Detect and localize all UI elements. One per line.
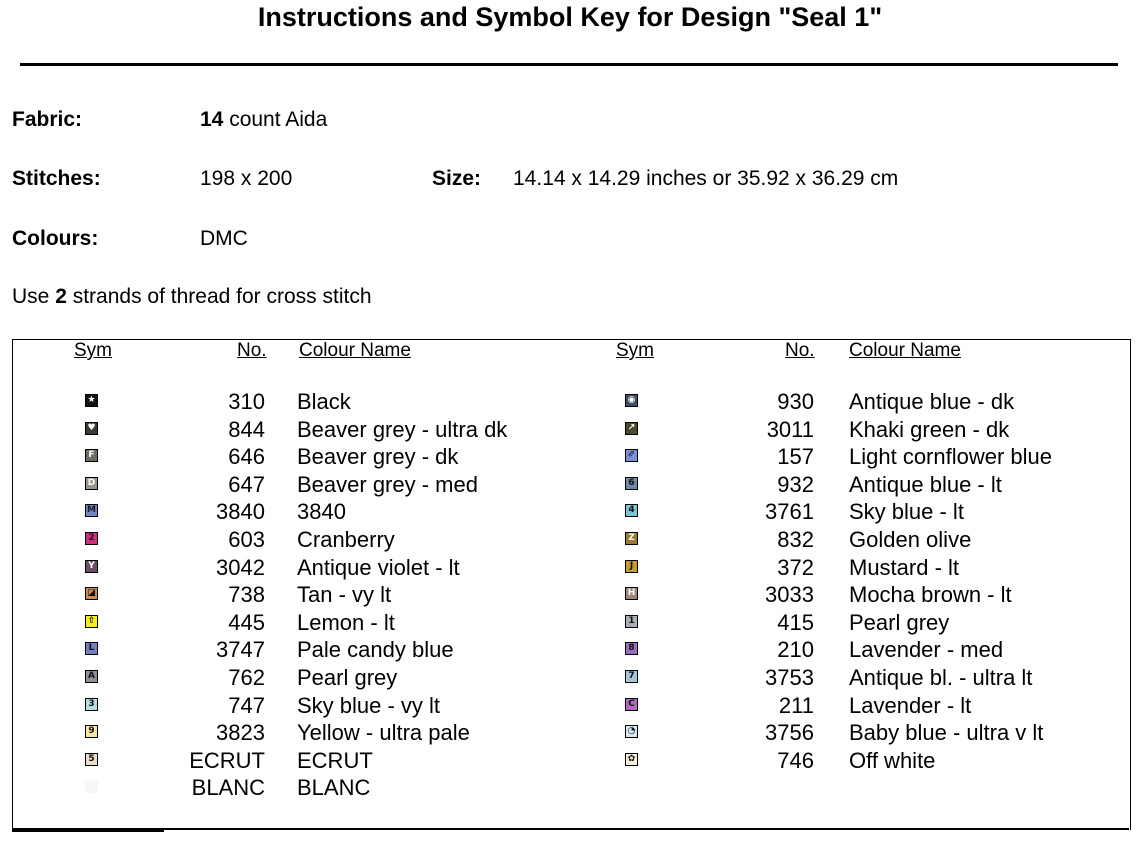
symbol-swatch: C bbox=[625, 698, 638, 711]
colour-name: Mocha brown - lt bbox=[849, 582, 1012, 608]
symbol-swatch: ◪ bbox=[85, 587, 98, 600]
key-row bbox=[0, 636, 1140, 664]
dmc-number: 762 bbox=[228, 665, 265, 690]
dmc-number: 646 bbox=[228, 444, 265, 470]
colour-name: Baby blue - ultra v lt bbox=[849, 720, 1044, 746]
colour-name: Off white bbox=[849, 747, 936, 773]
dmc-number: 844 bbox=[228, 416, 265, 442]
symbol-swatch: M bbox=[85, 504, 98, 517]
symbol-swatch: 1 bbox=[625, 615, 638, 628]
size-label: Size: bbox=[432, 167, 482, 190]
symbol-key-bottom-stub bbox=[12, 830, 164, 832]
strands-instruction bbox=[12, 285, 372, 309]
symbol-swatch: ↗ bbox=[625, 422, 638, 435]
symbol-swatch: Y bbox=[85, 560, 98, 573]
left-no-header: No. bbox=[237, 340, 267, 361]
left-name-header: Colour Name bbox=[299, 340, 411, 361]
symbol-swatch: ✐ bbox=[625, 449, 638, 462]
key-row bbox=[0, 388, 1140, 416]
key-row bbox=[0, 526, 1140, 554]
symbol-key-bottom-border bbox=[12, 828, 1129, 830]
dmc-number: 738 bbox=[228, 582, 265, 608]
symbol-swatch: 4 bbox=[625, 504, 638, 517]
right-name-header: Colour Name bbox=[849, 340, 961, 361]
colour-name: Antique violet - lt bbox=[297, 554, 460, 580]
strands-count: 2 bbox=[55, 285, 67, 308]
dmc-number: 210 bbox=[777, 637, 814, 663]
symbol-swatch: 5 bbox=[85, 753, 98, 766]
colour-name: Mustard - lt bbox=[849, 554, 960, 580]
symbol-swatch: D bbox=[85, 477, 98, 490]
colour-name: Cranberry bbox=[297, 527, 395, 552]
colour-name: Black bbox=[297, 389, 351, 414]
dmc-number: 3042 bbox=[216, 554, 265, 580]
dmc-number: 157 bbox=[777, 444, 814, 470]
dmc-number: 3823 bbox=[216, 720, 265, 746]
colour-name: 3840 bbox=[297, 499, 346, 525]
strands-pre: Use bbox=[12, 285, 56, 308]
key-row bbox=[0, 774, 1140, 802]
colour-name: Pale candy blue bbox=[297, 637, 454, 663]
colour-name: BLANC bbox=[297, 775, 371, 801]
dmc-number: 211 bbox=[778, 692, 814, 718]
symbol-swatch: ✿ bbox=[625, 753, 638, 766]
symbol-swatch bbox=[85, 780, 98, 793]
symbol-swatch: A bbox=[85, 670, 98, 683]
dmc-number: 310 bbox=[228, 389, 265, 414]
symbol-swatch: ⇧ bbox=[85, 615, 98, 628]
colours-label: Colours: bbox=[12, 227, 99, 250]
symbol-swatch: L bbox=[85, 642, 98, 655]
key-row bbox=[0, 416, 1140, 444]
key-row bbox=[0, 581, 1140, 609]
right-no-header: No. bbox=[785, 340, 815, 361]
key-row bbox=[0, 443, 1140, 471]
symbol-swatch: 2 bbox=[85, 532, 98, 545]
dmc-number: 445 bbox=[228, 609, 265, 635]
symbol-swatch: 8 bbox=[625, 642, 638, 655]
symbol-swatch: ★ bbox=[85, 394, 98, 407]
stitches-label: Stitches: bbox=[12, 167, 101, 190]
colour-name: Pearl grey bbox=[297, 665, 398, 690]
symbol-swatch: 7 bbox=[625, 670, 638, 683]
colour-name: Golden olive bbox=[849, 527, 972, 552]
dmc-number: 932 bbox=[777, 471, 814, 497]
dmc-number: 832 bbox=[777, 527, 814, 552]
colour-name: Pearl grey bbox=[849, 609, 950, 635]
fabric-type: count Aida bbox=[223, 108, 328, 131]
colour-name: Sky blue - lt bbox=[849, 499, 964, 525]
colour-name: Lavender - lt bbox=[849, 692, 972, 718]
colour-name: Yellow - ultra pale bbox=[297, 720, 470, 746]
page-title: Instructions and Symbol Key for Design "Seal 1" bbox=[257, 2, 883, 32]
dmc-number: 372 bbox=[777, 554, 814, 580]
colour-name: Sky blue - vy lt bbox=[297, 692, 441, 718]
colour-name: ECRUT bbox=[297, 747, 373, 773]
colour-name: Khaki green - dk bbox=[849, 416, 1010, 442]
colour-name: Beaver grey - dk bbox=[297, 444, 459, 470]
colour-name: Antique blue - dk bbox=[849, 389, 1015, 414]
fabric-value bbox=[200, 108, 327, 132]
title-rule bbox=[20, 63, 1118, 66]
dmc-number: 647 bbox=[228, 471, 265, 497]
colours-value: DMC bbox=[200, 227, 248, 250]
dmc-number: 3033 bbox=[765, 582, 814, 608]
key-row bbox=[0, 747, 1140, 775]
symbol-swatch: 3 bbox=[85, 698, 98, 711]
dmc-number: 3753 bbox=[765, 665, 814, 690]
symbol-swatch: Z bbox=[625, 532, 638, 545]
stitches-value: 198 x 200 bbox=[200, 167, 293, 190]
dmc-number: 930 bbox=[777, 389, 814, 414]
symbol-swatch: 6 bbox=[625, 477, 638, 490]
symbol-swatch: ♥ bbox=[85, 422, 98, 435]
colour-name: Beaver grey - ultra dk bbox=[297, 416, 508, 442]
symbol-swatch: J bbox=[625, 560, 638, 573]
symbol-swatch: ◔ bbox=[625, 725, 638, 738]
symbol-swatch: H bbox=[625, 587, 638, 600]
key-row bbox=[0, 554, 1140, 582]
dmc-number: 3747 bbox=[216, 637, 265, 663]
dmc-number: 3011 bbox=[766, 416, 814, 442]
dmc-number: 747 bbox=[228, 692, 265, 718]
key-row bbox=[0, 664, 1140, 692]
dmc-number: 3761 bbox=[765, 499, 814, 525]
size-value: 14.14 x 14.29 inches or 35.92 x 36.29 cm bbox=[513, 167, 899, 190]
key-row bbox=[0, 692, 1140, 720]
dmc-number: 415 bbox=[777, 609, 814, 635]
key-row bbox=[0, 471, 1140, 499]
fabric-label: Fabric: bbox=[12, 108, 83, 131]
colour-name: Lemon - lt bbox=[297, 609, 395, 635]
fabric-count: 14 bbox=[200, 108, 224, 131]
colour-name: Lavender - med bbox=[849, 637, 1004, 663]
strands-post: strands of thread for cross stitch bbox=[66, 285, 372, 308]
key-row bbox=[0, 609, 1140, 637]
key-row bbox=[0, 498, 1140, 526]
dmc-number: 3840 bbox=[216, 499, 265, 525]
symbol-swatch: ◉ bbox=[625, 394, 638, 407]
dmc-number: BLANC bbox=[191, 775, 265, 801]
colour-name: Beaver grey - med bbox=[297, 471, 478, 497]
dmc-number: ECRUT bbox=[189, 747, 265, 773]
dmc-number: 603 bbox=[228, 527, 265, 552]
dmc-number: 3756 bbox=[765, 720, 814, 746]
dmc-number: 746 bbox=[777, 747, 814, 773]
colour-name: Light cornflower blue bbox=[849, 444, 1053, 470]
colour-name: Tan - vy lt bbox=[297, 582, 392, 608]
left-sym-header: Sym bbox=[74, 340, 112, 361]
symbol-swatch: 9 bbox=[85, 725, 98, 738]
colour-name: Antique blue - lt bbox=[849, 471, 1002, 497]
right-sym-header: Sym bbox=[616, 340, 654, 361]
symbol-swatch: F bbox=[85, 449, 98, 462]
colour-name: Antique bl. - ultra lt bbox=[849, 665, 1033, 690]
key-row bbox=[0, 719, 1140, 747]
